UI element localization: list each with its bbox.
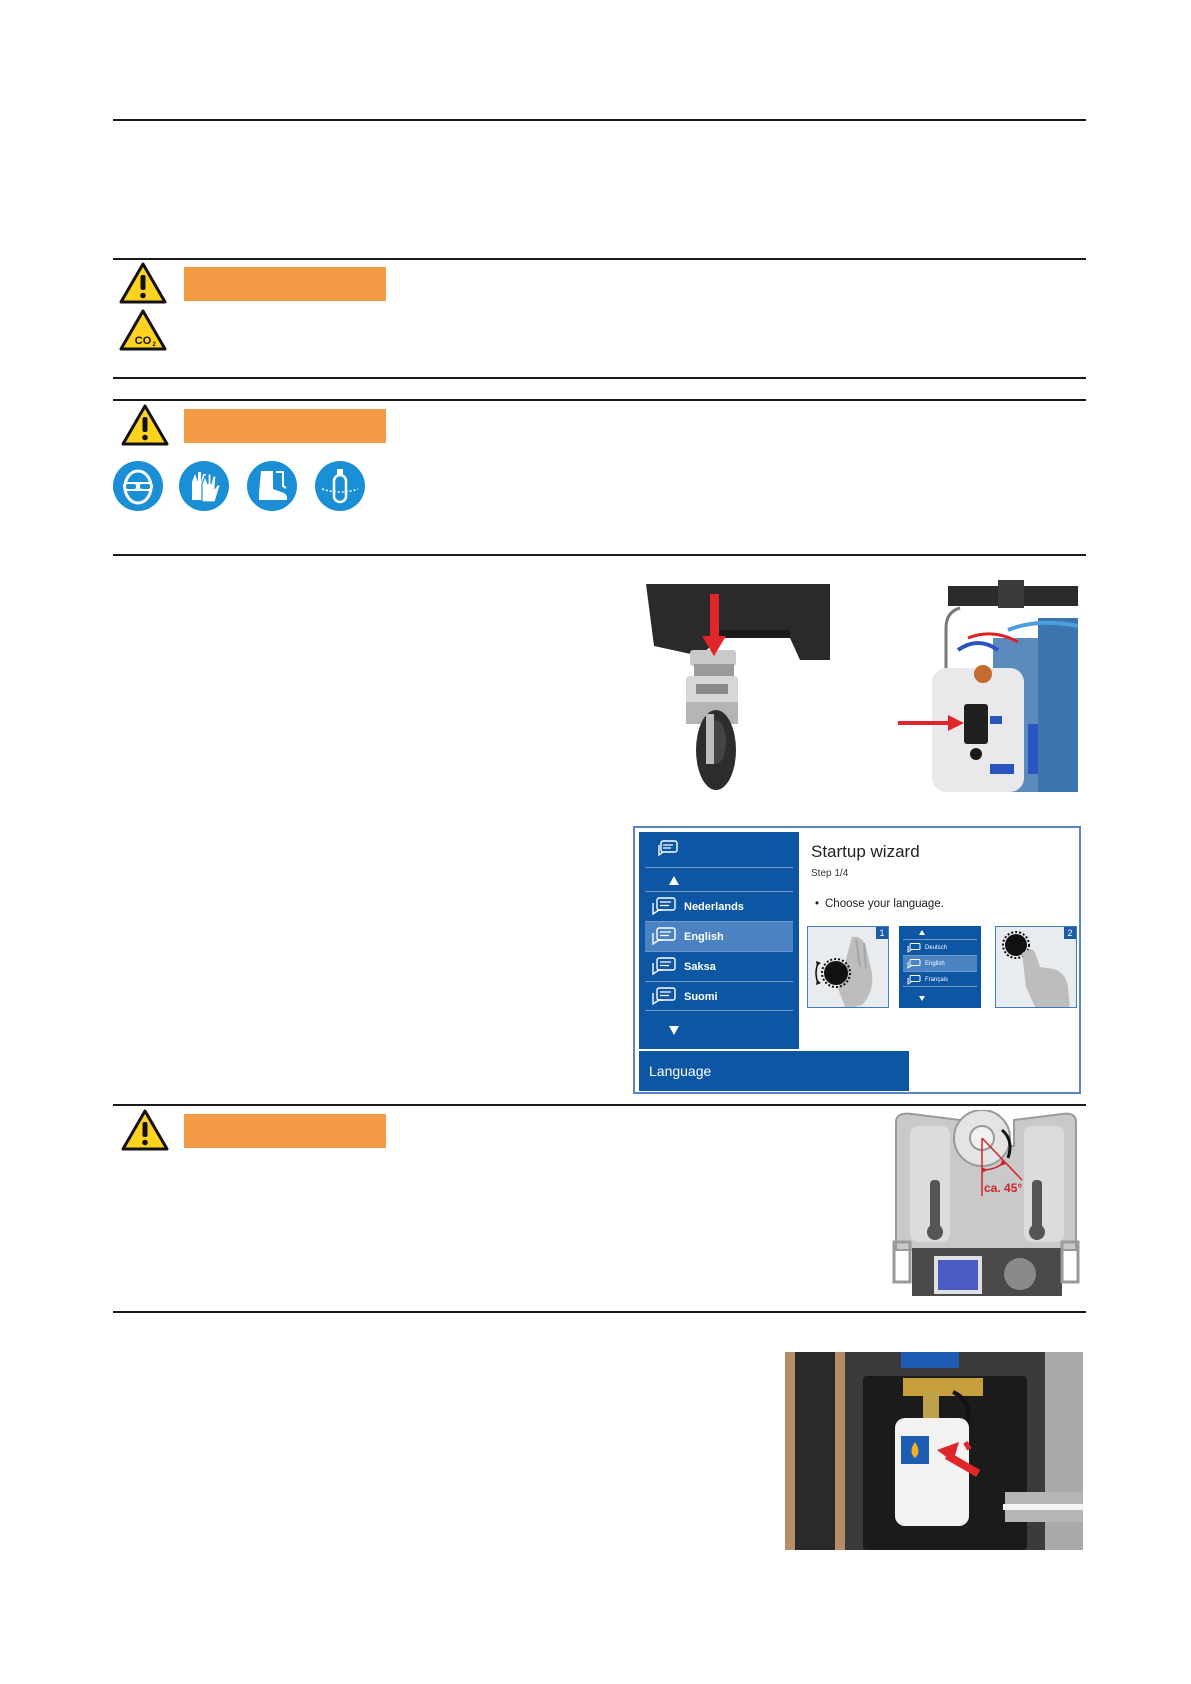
protective-gloves-icon [178, 460, 230, 512]
co2-warning-icon [119, 309, 167, 351]
warning-label-bar [184, 267, 386, 301]
scroll-down-arrow-icon[interactable] [669, 1026, 679, 1035]
language-item-selected[interactable] [645, 921, 793, 951]
mini-language-label: Français [925, 977, 949, 983]
section-1-rule [113, 258, 1086, 260]
gas-cylinder-secure-icon [314, 460, 366, 512]
mini-language-item-selected [903, 955, 977, 971]
scroll-up-arrow-icon[interactable] [669, 876, 679, 885]
language-footer-bar [639, 1051, 909, 1091]
wizard-step: Step 1/4 [811, 868, 849, 879]
language-label: Saksa [684, 961, 716, 973]
language-item[interactable] [645, 891, 793, 921]
mini-language-label: Deutsch [925, 945, 948, 951]
wizard-title: Startup wizard [811, 842, 920, 861]
warning-label-bar [184, 409, 386, 443]
instruction-bullet: • [815, 898, 820, 910]
caster-brake-photo [640, 584, 830, 792]
section-3-rule [113, 1104, 1086, 1106]
lid-angle-drawing [890, 1110, 1080, 1302]
language-item[interactable] [645, 951, 793, 981]
safety-boots-icon [246, 460, 298, 512]
mini-language-item [903, 939, 977, 955]
press-knob-tile [995, 926, 1077, 1008]
list-divider [645, 867, 793, 868]
general-warning-icon [121, 1109, 169, 1151]
section-1-bottom-rule [113, 377, 1086, 379]
speech-bubble-icon [651, 957, 677, 977]
section-3-bottom-rule [113, 1311, 1086, 1313]
svg-text:CO: CO [134, 335, 152, 347]
svg-text:2: 2 [152, 342, 156, 348]
rotate-knob-tile [807, 926, 889, 1008]
speech-bubble-icon [651, 927, 677, 947]
language-item[interactable] [645, 981, 793, 1011]
mini-scroll-down-icon [919, 996, 925, 1001]
mini-scroll-up-icon [919, 930, 925, 935]
top-rule [113, 119, 1086, 121]
hand-press-knob-icon [996, 927, 1077, 1008]
hand-rotate-knob-icon [808, 927, 889, 1008]
rear-power-connection-photo [898, 578, 1078, 792]
mini-language-list [899, 926, 981, 1008]
language-label: Nederlands [684, 901, 744, 913]
section-2-rule [113, 399, 1086, 401]
language-list-panel [639, 832, 799, 1049]
language-label: English [684, 931, 724, 943]
tile-number: 1 [876, 927, 888, 939]
speech-bubble-icon [907, 959, 921, 969]
mini-language-item [903, 971, 977, 987]
general-warning-icon [119, 262, 167, 304]
section-2-bottom-rule [113, 554, 1086, 556]
language-footer-label: Language [649, 1063, 712, 1079]
speech-bubble-icon [907, 975, 921, 985]
startup-wizard-screen [633, 826, 1081, 1094]
general-warning-icon [121, 404, 169, 446]
speech-bubble-icon [651, 987, 677, 1007]
tile-number: 2 [1064, 927, 1076, 939]
speech-bubble-icon [657, 840, 679, 858]
angle-label: ca. 45° [984, 1181, 1023, 1195]
wizard-instruction: Choose your language. [825, 898, 944, 910]
oil-container-photo [785, 1352, 1083, 1550]
speech-bubble-icon [651, 897, 677, 917]
mini-language-label: English [925, 961, 945, 967]
speech-bubble-icon [907, 943, 921, 953]
language-label: Suomi [684, 991, 718, 1003]
warning-label-bar [184, 1114, 386, 1148]
safety-goggles-icon [112, 460, 164, 512]
